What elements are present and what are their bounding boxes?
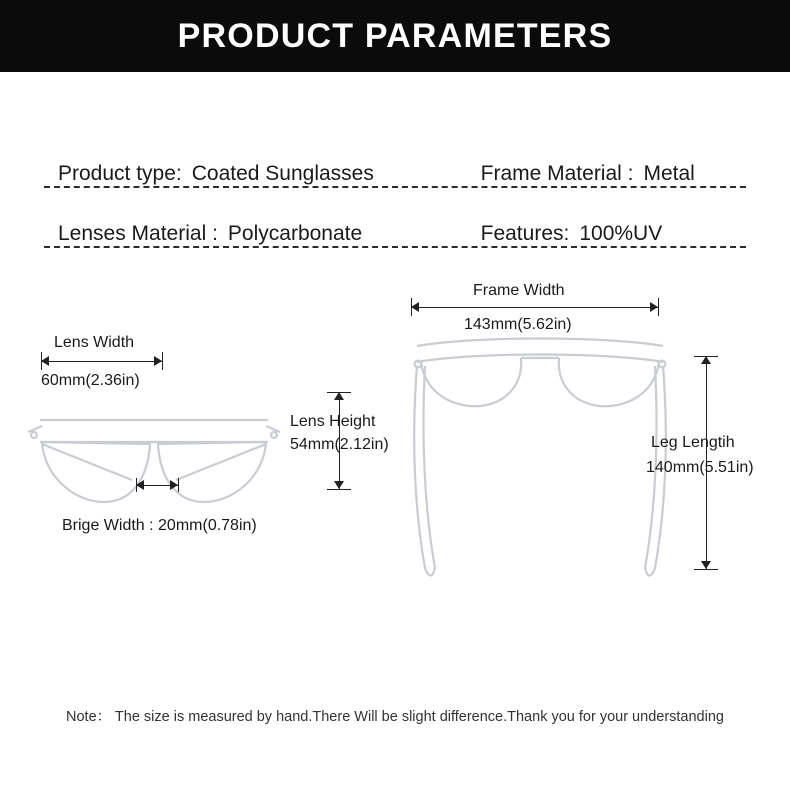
leg-length-bottom-cap <box>694 569 718 570</box>
spec-label: Frame Material : <box>480 162 634 185</box>
measurement-note: Note： The size is measured by hand.There Will be slight difference.Thank you for your understanding <box>66 709 724 725</box>
spec-value: Metal <box>643 162 695 185</box>
product-parameters-table <box>44 128 746 248</box>
lens-height-bottom-arrow <box>334 481 344 489</box>
table-row <box>44 128 746 186</box>
leg-length-value: 140mm(5.51in) <box>646 459 754 476</box>
frame-width-left-arrow <box>411 302 419 312</box>
spec-label: Features: <box>480 222 570 245</box>
frame-width-right-arrow <box>650 302 658 312</box>
lens-width-right-cap <box>162 352 163 370</box>
leg-length-bottom-arrow <box>701 561 711 569</box>
leg-length-top-arrow <box>701 356 711 364</box>
bridge-width-right-cap <box>178 478 179 492</box>
spec-features <box>481 222 746 246</box>
spec-value: Polycarbonate <box>227 222 363 245</box>
bridge-width-value: Brige Width : 20mm(0.78in) <box>62 517 257 534</box>
bridge-width-left-arrow <box>136 480 144 490</box>
page-title: PRODUCT PARAMETERS <box>177 16 613 55</box>
lens-height-top-arrow <box>334 392 344 400</box>
spec-label: Product type: <box>58 162 182 185</box>
spec-label: Lenses Material : <box>58 222 218 245</box>
frame-width-label: Frame Width <box>473 282 565 299</box>
leg-length-label: Leg Lengtih <box>651 434 735 451</box>
page-header <box>0 0 790 72</box>
table-row <box>44 188 746 246</box>
frame-width-right-cap <box>658 298 659 316</box>
spec-lenses-material <box>44 222 481 246</box>
lens-width-right-arrow <box>154 356 162 366</box>
lens-width-line <box>41 361 162 362</box>
lens-width-label: Lens Width <box>54 334 135 351</box>
lens-width-value: 60mm(2.36in) <box>41 372 140 389</box>
spec-value: 100%UV <box>579 222 663 245</box>
sunglasses-top-view-illustration <box>395 332 685 592</box>
lens-height-label: Lens Height <box>290 413 376 430</box>
spec-product-type <box>44 162 481 186</box>
sunglasses-front-view-illustration <box>14 402 294 522</box>
frame-width-value: 143mm(5.62in) <box>464 316 572 333</box>
measurement-diagram <box>0 274 790 704</box>
spec-value: Coated Sunglasses <box>191 162 374 185</box>
frame-width-line <box>411 307 658 308</box>
divider <box>44 246 746 248</box>
lens-height-value: 54mm(2.12in) <box>290 436 389 453</box>
lens-height-bottom-cap <box>327 489 351 490</box>
bridge-width-right-arrow <box>170 480 178 490</box>
lens-width-left-arrow <box>41 356 49 366</box>
spec-frame-material <box>481 162 746 186</box>
